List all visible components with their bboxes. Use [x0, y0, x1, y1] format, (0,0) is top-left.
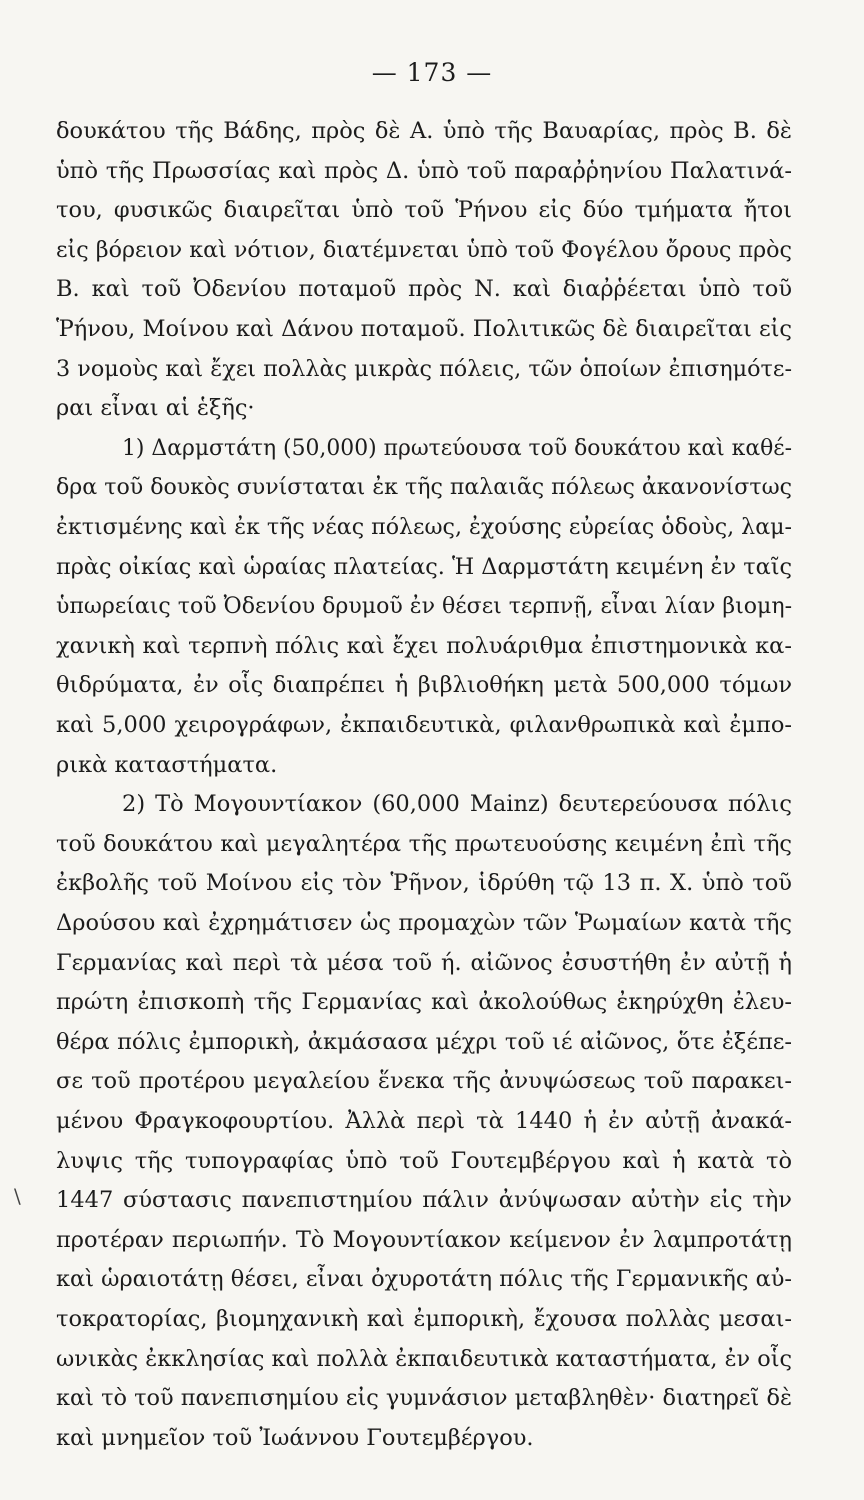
text-line: 1) Δαρμστάτη (50,000) πρωτεύουσα τοῦ δουκάτου καὶ καθέ-	[122, 434, 793, 461]
text-line: ωνικὰς ἐκκλησίας καὶ πολλὰ ἐκπαιδευτικὰ καταστήματα, ἐν οἷς	[56, 1345, 793, 1372]
text-line: ἐκβολῆς τοῦ Μοίνου εἰς τὸν Ῥῆνον, ἱδρύθη τῷ 13 π. Χ. ὑπὸ τοῦ	[56, 870, 792, 897]
text-line: προτέραν περιωπήν. Τὸ Μογουντίακον κείμενον ἐν λαμπροτάτῃ	[56, 1226, 792, 1253]
page-number: — 173 —	[371, 58, 493, 87]
text-line: καὶ 5,000 χειρογράφων, ἐκπαιδευτικὰ, φιλανθρωπικὰ καὶ ἐμπο-	[56, 712, 792, 738]
text-line: καὶ ὡραιοτάτῃ θέσει, εἶναι ὀχυροτάτη πόλις τῆς Γερμανικῆς αὐ-	[56, 1266, 792, 1293]
text-line: ἐκτισμένης καὶ ἐκ τῆς νέας πόλεως, ἐχούσης εὐρείας ὁδοὺς, λαμ-	[56, 514, 793, 540]
margin-mark: \	[14, 1184, 21, 1208]
text-line: Β. καὶ τοῦ Ὀδενίου ποταμοῦ πρὸς Ν. καὶ διαῤῥέεται ὑπὸ τοῦ	[56, 276, 793, 303]
text-line: εἰς βόρειον καὶ νότιον, διατέμνεται ὑπὸ τοῦ Φογέλου ὄρους πρὸς	[56, 236, 792, 263]
text-line: θιδρύματα, ἐν οἷς διαπρέπει ἡ βιβλιοθήκη μετὰ 500,000 τόμων	[56, 672, 793, 699]
text-line: πρὰς οἰκίας καὶ ὡραίας πλατείας. Ἡ Δαρμστάτη κειμένη ἐν ταῖς	[56, 553, 793, 580]
text-line: του, φυσικῶς διαιρεῖται ὑπὸ τοῦ Ῥήνου εἰς δύο τμήματα ἤτοι	[56, 197, 793, 224]
text-line: σε τοῦ προτέρου μεγαλείου ἕνεκα τῆς ἀνυψώσεως τοῦ παρακει-	[56, 1068, 793, 1095]
text-line: μένου Φραγκοφουρτίου. Ἀλλὰ περὶ τὰ 1440 ἡ ἐν αὐτῇ ἀνακά-	[56, 1108, 793, 1134]
text-line: τοκρατορίας, βιομηχανικὴ καὶ ἐμπορικὴ, ἔχουσα πολλὰς μεσαι-	[56, 1306, 793, 1332]
text-line: Ῥήνου, Μοίνου καὶ Δάνου ποταμοῦ. Πολιτικῶς δὲ διαιρεῖται εἰς	[56, 316, 793, 342]
text-line: Δρούσου καὶ ἐχρημάτισεν ὡς προμαχὼν τῶν Ῥωμαίων κατὰ τῆς	[56, 910, 793, 936]
text-line: 3 νομοὺς καὶ ἔχει πολλὰς μικρὰς πόλεις, τῶν ὁποίων ἐπισημότε-	[56, 355, 792, 382]
text-line: καὶ μνημεῖον τοῦ Ἰωάννου Γουτεμβέργου.	[56, 1424, 534, 1451]
text-line: τοῦ δουκάτου καὶ μεγαλητέρα τῆς πρωτευούσης κειμένη ἐπὶ τῆς	[56, 830, 793, 857]
text-line: ρικὰ καταστήματα.	[56, 751, 278, 778]
text-line: καὶ τὸ τοῦ πανεπισημίου εἰς γυμνάσιον μεταβληθὲν· διατηρεῖ δὲ	[56, 1385, 793, 1412]
text-line: ὑπὸ τῆς Πρωσσίας καὶ πρὸς Δ. ὑπὸ τοῦ παραῤῥηνίου Παλατινά-	[56, 157, 792, 184]
text-line: 1447 σύστασις πανεπιστημίου πάλιν ἀνύψωσαν αὐτὴν εἰς τὴν	[56, 1187, 792, 1214]
text-line: πρώτη ἐπισκοπὴ τῆς Γερμανίας καὶ ἀκολούθως ἐκηρύχθη ἐλευ-	[56, 989, 793, 1016]
text-line: δουκάτου τῆς Βάδης, πρὸς δὲ Α. ὑπὸ τῆς Βαυαρίας, πρὸς Β. δὲ	[56, 118, 792, 144]
text-line: θέρα πόλις ἐμπορικὴ, ἀκμάσασα μέχρι τοῦ ιέ αἰῶνος, ὅτε ἐξέπε-	[56, 1028, 793, 1055]
text-line: 2) Τὸ Μογουντίακον (60,000 Mainz) δευτερεύουσα πόλις	[122, 791, 792, 818]
text-line: δρα τοῦ δουκὸς συνίσταται ἐκ τῆς παλαιᾶς πόλεως ἀκανονίστως	[56, 474, 792, 501]
text-line: Γερμανίας καὶ περὶ τὰ μέσα τοῦ ή. αἰῶνος ἐσυστήθη ἐν αὐτῇ ἡ	[56, 949, 792, 976]
text-line: ὑπωρείαις τοῦ Ὀδενίου δρυμοῦ ἐν θέσει τερπνῇ, εἶναι λίαν βιομη-	[56, 593, 793, 620]
text-line: ραι εἶναι αἱ ἑξῆς·	[56, 395, 255, 422]
text-line: χανικὴ καὶ τερπνὴ πόλις καὶ ἔχει πολυάριθμα ἐπιστημονικὰ κα-	[56, 632, 792, 659]
text-line: λυψις τῆς τυπογραφίας ὑπὸ τοῦ Γουτεμβέργου καὶ ἡ κατὰ τὸ	[56, 1147, 792, 1174]
